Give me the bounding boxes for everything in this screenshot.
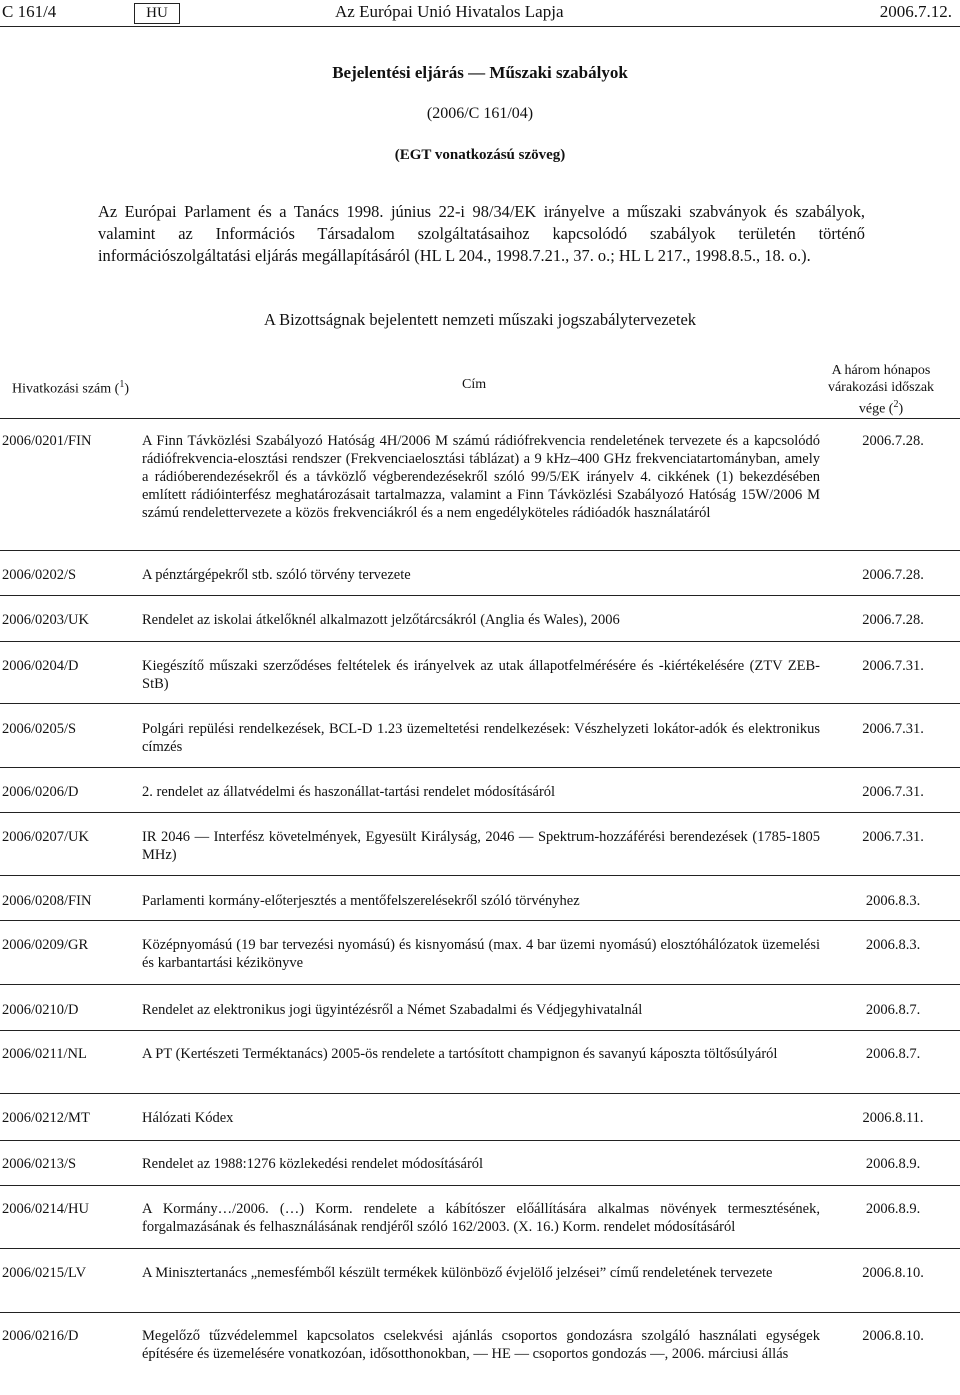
row-divider xyxy=(0,703,960,704)
row-divider xyxy=(0,812,960,813)
row-divider xyxy=(0,984,960,985)
end-date: 2006.8.3. xyxy=(865,893,921,909)
row-divider xyxy=(0,1185,960,1186)
reference-number: 2006/0209/GR xyxy=(2,937,89,953)
row-divider xyxy=(0,641,960,642)
regulation-title: Rendelet az elektronikus jogi ügyintézésről a Német Szabadalmi és Védjegyhivatalnál xyxy=(142,1002,643,1018)
row-divider xyxy=(0,875,960,876)
column-header-end-line1: A három hónapos xyxy=(831,363,931,378)
end-date: 2006.8.10. xyxy=(862,1265,924,1281)
reference-number: 2006/0214/HU xyxy=(2,1201,89,1217)
regulation-title: A pénztárgépekről stb. szóló törvény tervezete xyxy=(142,567,411,583)
reference-number: 2006/0208/FIN xyxy=(2,893,92,909)
reference-number: 2006/0202/S xyxy=(2,567,77,583)
row-divider xyxy=(0,767,960,768)
reference-number: 2006/0206/D xyxy=(2,784,79,800)
end-date: 2006.7.31. xyxy=(862,721,924,737)
reference-number: 2006/0211/NL xyxy=(2,1046,87,1062)
regulation-title: Rendelet az 1988:1276 közlekedési rendelet módosításáról xyxy=(142,1156,484,1172)
reference-number: 2006/0216/D xyxy=(2,1328,79,1344)
row-divider xyxy=(0,920,960,921)
header-divider xyxy=(0,26,960,27)
regulation-title: Rendelet az iskolai átkelőknél alkalmazott jelzőtárcsákról (Anglia és Wales), 2006 xyxy=(142,612,620,628)
intro-paragraph: Az Európai Parlament és a Tanács 1998. június 22-i 98/34/EK irányelve a műszaki szabványok és szabályok, valamint az Információs Társadalom szolgáltatásaihoz kapcsolódó szabályok területén történő információszolgáltatási eljárás megállapításáról (HL L 204., 1998.7.21., 37. o.; HL L 217., 1998.8.5., 18. o.). xyxy=(98,202,865,265)
end-date: 2006.7.31. xyxy=(862,784,924,800)
regulation-title: A Kormány…/2006. (…) Korm. rendelete a kábítószer előállítására alkalmas növények termesztésének, forgalmazásának és felhasználásának rendjéről szóló 162/2003. (X. 16.) Korm. rendelet módosításáról xyxy=(142,1201,820,1235)
column-header-reference: Hivatkozási szám ($^1$) xyxy=(12,379,129,397)
end-date: 2006.7.31. xyxy=(862,829,924,845)
regulation-title: Kiegészítő műszaki szerződéses feltételek és irányelvek az utak állapotfelmérésére és -kiértékelésére (ZTV ZEB-StB) xyxy=(142,658,820,692)
end-date: 2006.8.9. xyxy=(865,1201,921,1217)
column-header-end-line3: vége xyxy=(858,401,886,417)
footnote-marker-1: 1 xyxy=(119,379,125,390)
end-date: 2006.8.11. xyxy=(862,1110,924,1126)
regulation-title: A Finn Távközlési Szabályozó Hatóság 4H/2006 M számú rádiófrekvencia rendeletének tervezete és a kapcsolódó rádiófrekvencia-elosztási rendszer (Frekvenciaelosztási táblázat) a 9 kHz–400 GHz frekvenciatartományban, amely a rádióberendezésekről és a távközlő végberendezésekről szóló 99/5/EK irányelv 4. cikkének (1) bekezdésében említett rádióinterfész meghatározásait tartalmazza, valamint a Finn Távközlési Szabályozó Hatóság 15W/2006 M számú rendelettervezete a közös frekvenciákról és a nem engedélyköteles rádióadók használatáról xyxy=(142,433,820,521)
end-date: 2006.8.7. xyxy=(865,1002,921,1018)
regulation-title: Polgári repülési rendelkezések, BCL-D 1.23 üzemeltetési rendelkezések: Vészhelyzeti lokátor-adók és elektronikus címzés xyxy=(142,721,820,755)
row-divider xyxy=(0,1140,960,1141)
reference-number: 2006/0212/MT xyxy=(2,1110,90,1126)
row-divider xyxy=(0,1030,960,1031)
end-date: 2006.8.3. xyxy=(865,937,921,953)
row-divider xyxy=(0,1312,960,1313)
end-date: 2006.7.28. xyxy=(862,612,924,628)
page-header xyxy=(0,0,960,26)
document-title: Bejelentési eljárás — Műszaki szabályok xyxy=(332,63,628,82)
column-header-title: Cím xyxy=(462,377,487,392)
section-title: A Bizottságnak bejelentett nemzeti műszaki jogszabálytervezetek xyxy=(263,310,697,329)
regulation-title: IR 2046 — Interfész követelmények, Egyesült Királyság, 2046 — Spektrum-hozzáférési berendezések (1785-1805 MHz) xyxy=(142,829,820,863)
reference-number: 2006/0201/FIN xyxy=(2,433,92,449)
end-date: 2006.8.9. xyxy=(865,1156,921,1172)
reference-number: 2006/0210/D xyxy=(2,1002,79,1018)
end-date: 2006.7.28. xyxy=(862,567,924,583)
column-header-end-line2: várakozási időszak xyxy=(827,380,935,395)
row-divider xyxy=(0,595,960,596)
regulation-title: A Minisztertanács „nemesfémből készült termékek különböző évjelölő jelzései” című rendeletének tervezete xyxy=(142,1265,773,1281)
eea-note: (EGT vonatkozású szöveg) xyxy=(394,147,566,163)
journal-name: Az Európai Unió Hivatalos Lapja xyxy=(335,2,564,21)
reference-number: 2006/0215/LV xyxy=(2,1265,87,1281)
regulation-title: Hálózati Kódex xyxy=(142,1110,234,1126)
end-date: 2006.8.7. xyxy=(865,1046,921,1062)
column-header-reference-label: Hivatkozási szám xyxy=(12,381,112,397)
regulation-title: Középnyomású (19 bar tervezési nyomású) és kisnyomású (max. 4 bar üzemi nyomású) elosztóhálózatok üzemelési és karbantartási kézikönyve xyxy=(142,937,820,971)
reference-number: 2006/0203/UK xyxy=(2,612,89,628)
reference-number: 2006/0204/D xyxy=(2,658,79,674)
row-divider xyxy=(0,1248,960,1249)
table-header-divider xyxy=(0,418,960,419)
regulation-title: A PT (Kertészeti Terméktanács) 2005-ös rendelete a tartósított champignon és savanyú káposzta töltősúlyáról xyxy=(142,1046,778,1062)
reference-number: 2006/0213/S xyxy=(2,1156,77,1172)
document-reference: (2006/C 161/04) xyxy=(426,105,534,122)
regulation-title: 2. rendelet az állatvédelmi és haszonállat-tartási rendelet módosításáról xyxy=(142,784,556,800)
footnote-marker-2: 2 xyxy=(893,399,899,410)
row-divider xyxy=(0,550,960,551)
regulation-title: Megelőző tűzvédelemmel kapcsolatos cselekvési ajánlás csoportos gondozásra szolgáló használati egységek építésére és üzemelésére vonatkozóan, idősotthonokban, — HE — csoportos gondozás —, 2006. márciusi állás xyxy=(142,1328,820,1362)
reference-number: 2006/0205/S xyxy=(2,721,77,737)
issue-date: 2006.7.12. xyxy=(879,2,952,21)
regulation-title: Parlamenti kormány-előterjesztés a mentőfelszerelésekről szóló törvényhez xyxy=(142,893,580,909)
page-number: C 161/4 xyxy=(2,2,57,21)
end-date: 2006.7.28. xyxy=(862,433,924,449)
language-badge: HU xyxy=(134,3,180,24)
end-date: 2006.7.31. xyxy=(862,658,924,674)
column-header-end-date: A három hónapos várakozási időszak vége ($^2$) xyxy=(806,362,956,418)
row-divider xyxy=(0,1093,960,1094)
reference-number: 2006/0207/UK xyxy=(2,829,89,845)
end-date: 2006.8.10. xyxy=(862,1328,924,1344)
